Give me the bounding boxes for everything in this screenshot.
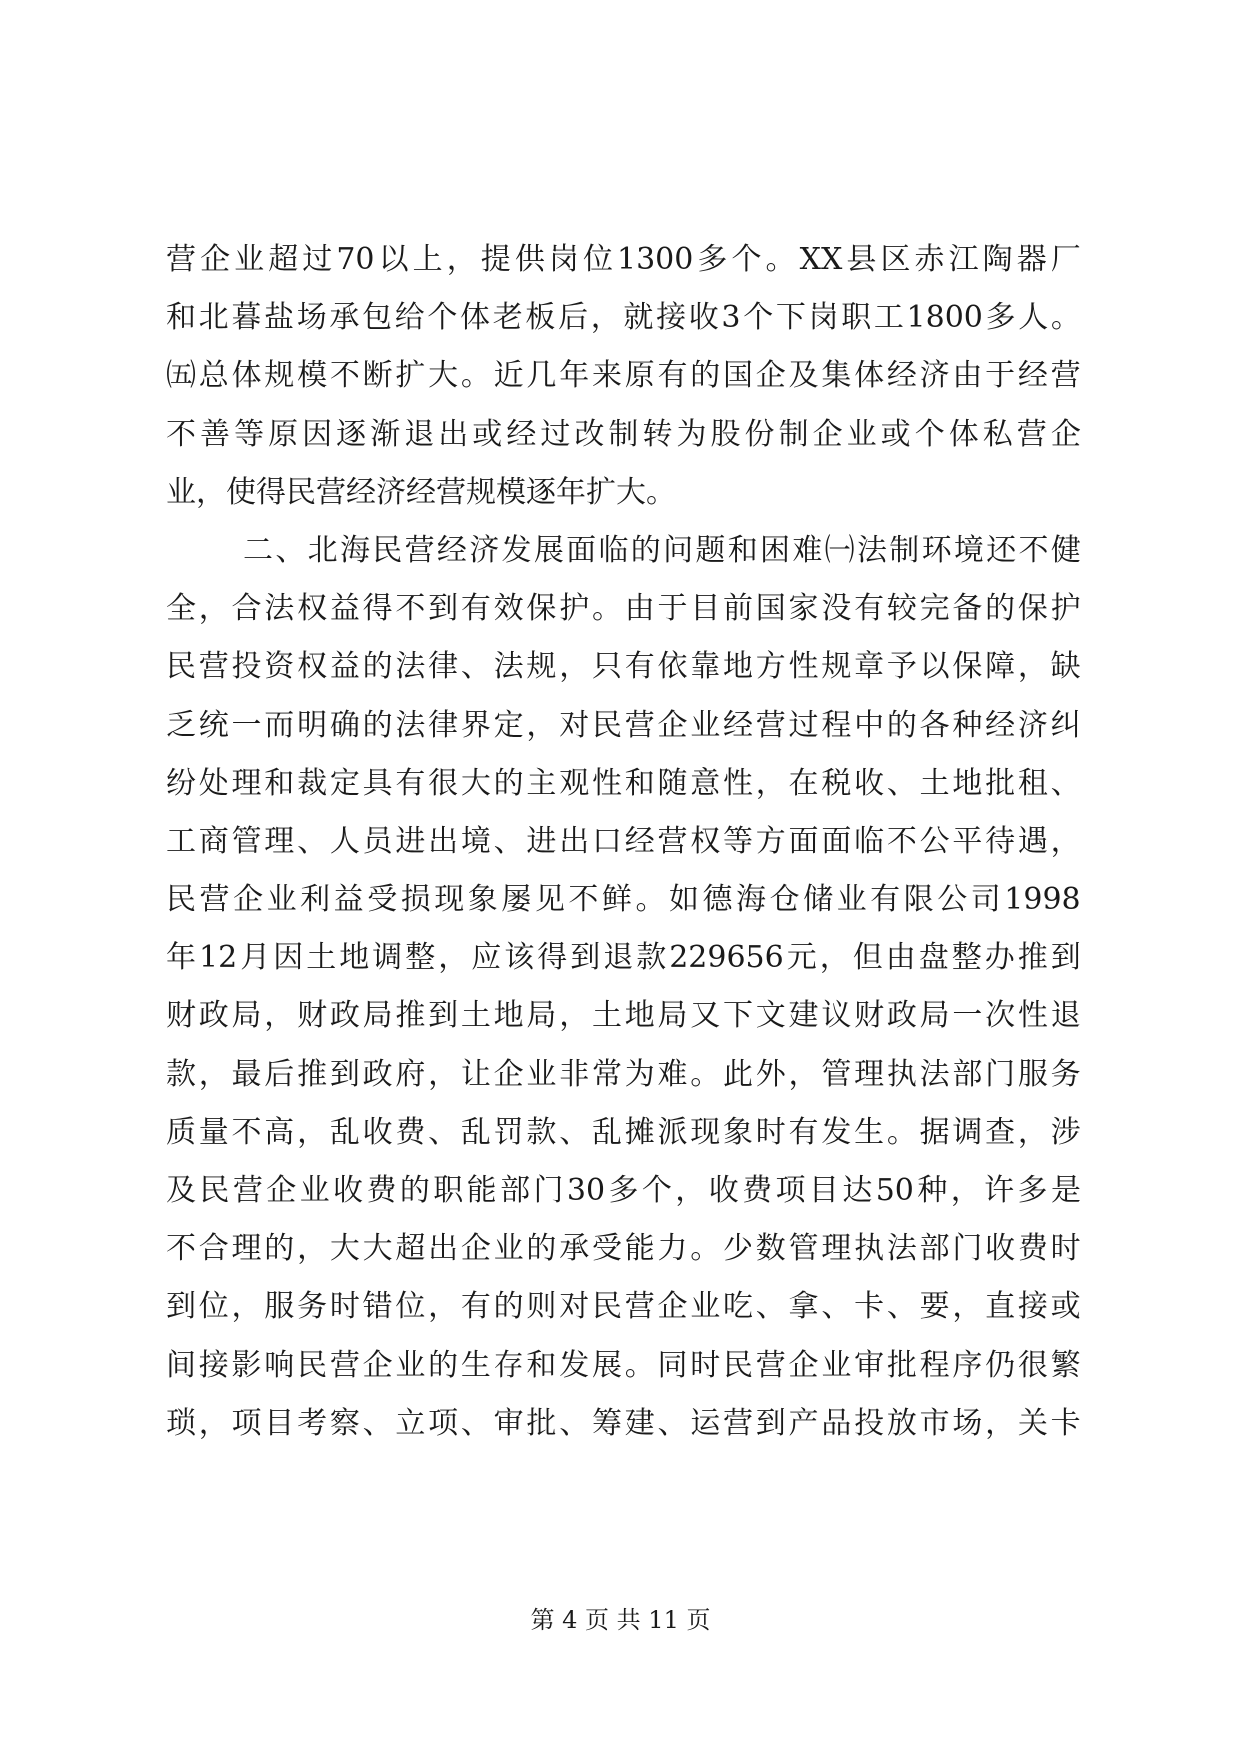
text-line: 二 、 北 海 民 营 经 济 发 展 面 临 的 问 题 和 困 难 ㈠ 法 制 环 境 还 不 健	[243, 532, 1081, 568]
text-line: 全 ， 合 法 权 益 得 不 到 有 效 保 护 。 由 于 目 前 国 家 没 有 较 完 备 的 保 护	[166, 591, 1081, 627]
text-line: 款 ， 最 后 推 到 政 府 ， 让 企 业 非 常 为 难 。 此 外 ， 管 理 执 法 部 门 服 务	[166, 1056, 1081, 1092]
text-line: 财 政 局 ， 财 政 局 推 到 土 地 局 ， 土 地 局 又 下 文 建 议 财 政 局 一 次 性 退	[166, 998, 1081, 1034]
text-line: 不 善 等 原 因 逐 渐 退 出 或 经 过 改 制 转 为 股 份 制 企 业 或 个 体 私 营 企	[166, 416, 1081, 452]
text-line: 间 接 影 响 民 营 企 业 的 生 存 和 发 展 。 同 时 民 营 企 业 审 批 程 序 仍 很 繁	[166, 1347, 1081, 1383]
text-line: 质 量 不 高 ， 乱 收 费 、 乱 罚 款 、 乱 摊 派 现 象 时 有 发 生 。 据 调 查 ， 涉	[166, 1114, 1081, 1150]
text-line: 年 12 月 因 土 地 调 整 ， 应 该 得 到 退 款 229656 元 ， 但 由 盘 整 办 推 到	[166, 940, 1081, 976]
text-line: 纷 处 理 和 裁 定 具 有 很 大 的 主 观 性 和 随 意 性 ， 在 税 收 、 土 地 批 租 、	[166, 765, 1081, 801]
text-line: 和 北 暮 盐 场 承 包 给 个 体 老 板 后 ， 就 接 收 3 个 下 岗 职 工 1800 多 人 。	[166, 300, 1081, 336]
text-line: 乏 统 一 而 明 确 的 法 律 界 定 ， 对 民 营 企 业 经 营 过 程 中 的 各 种 经 济 纠	[166, 707, 1081, 743]
text-line: ㈤ 总 体 规 模 不 断 扩 大 。 近 几 年 来 原 有 的 国 企 及 集 体 经 济 由 于 经 营	[166, 358, 1081, 394]
text-line: 业，使得民营经济经营规模逐年扩大。	[166, 474, 676, 510]
text-line: 琐 ， 项 目 考 察 、 立 项 、 审 批 、 筹 建 、 运 营 到 产 品 投 放 市 场 ， 关 卡	[166, 1405, 1081, 1441]
page-footer: 第 4 页 共 11 页	[530, 1606, 711, 1634]
text-line: 到 位 ， 服 务 时 错 位 ， 有 的 则 对 民 营 企 业 吃 、 拿 、 卡 、 要 ， 直 接 或	[166, 1289, 1081, 1325]
text-line: 民 营 投 资 权 益 的 法 律 、 法 规 ， 只 有 依 靠 地 方 性 规 章 予 以 保 障 ， 缺	[166, 649, 1081, 685]
body-text	[166, 231, 1081, 1453]
text-line: 及 民 营 企 业 收 费 的 职 能 部 门 30 多 个 ， 收 费 项 目 达 50 种 ， 许 多 是	[166, 1173, 1081, 1208]
text-line: 工 商 管 理 、 人 员 进 出 境 、 进 出 口 经 营 权 等 方 面 面 临 不 公 平 待 遇 ，	[166, 823, 1081, 859]
text-line: 民 营 企 业 利 益 受 损 现 象 屡 见 不 鲜 。 如 德 海 仓 储 业 有 限 公 司 1998	[166, 882, 1081, 918]
text-line: 不 合 理 的 ， 大 大 超 出 企 业 的 承 受 能 力 。 少 数 管 理 执 法 部 门 收 费 时	[166, 1231, 1081, 1267]
text-line: 营 企 业 超 过 70 以 上 ， 提 供 岗 位 1300 多 个 。 XX 县 区 赤 江 陶 器 厂	[166, 242, 1081, 277]
